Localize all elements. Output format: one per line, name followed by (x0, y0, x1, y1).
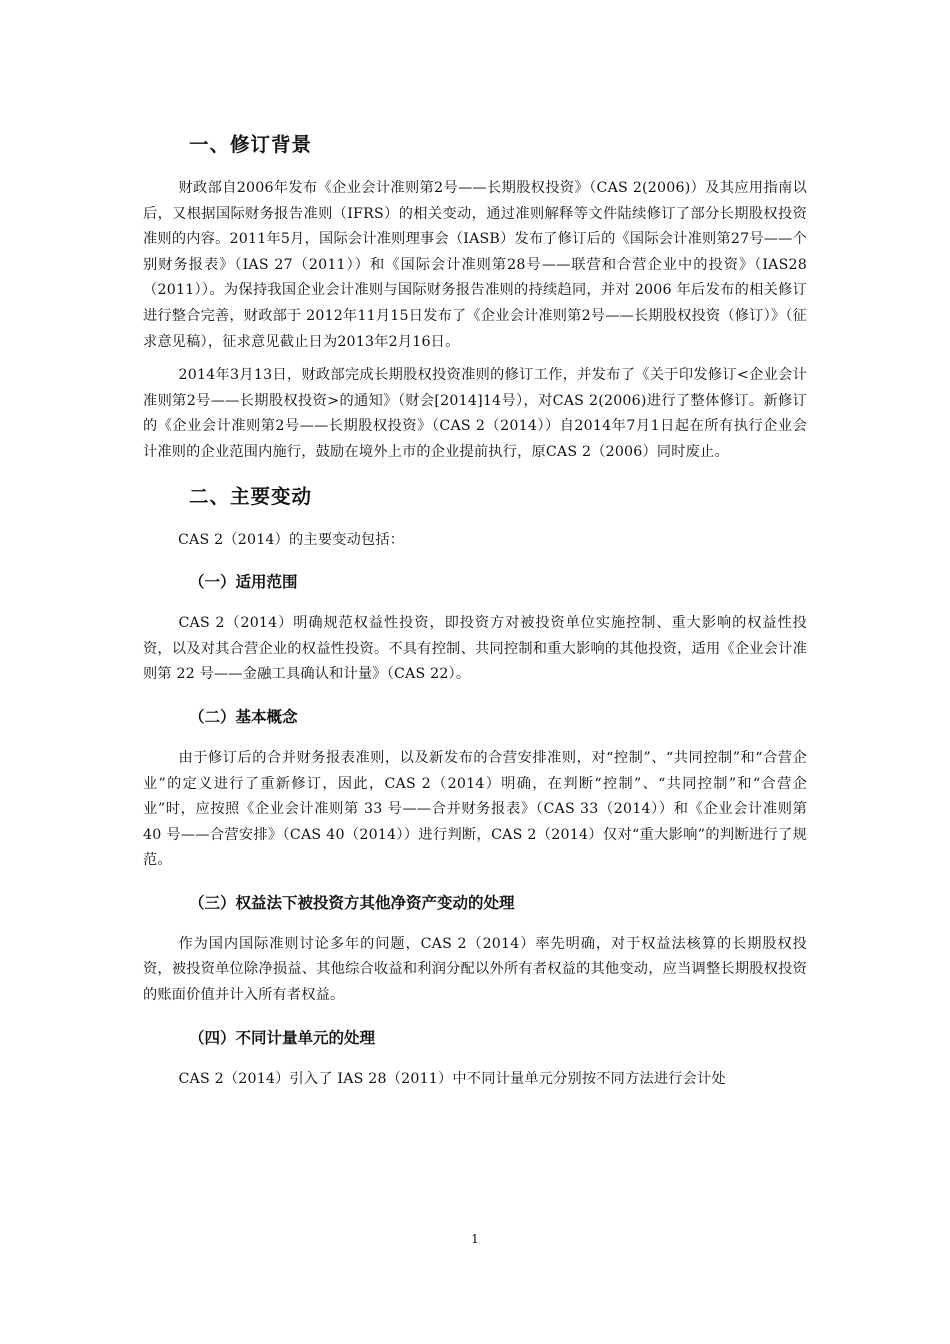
subsection-title-scope: （一）适用范围 (189, 573, 298, 592)
paragraph-main-changes-intro: CAS 2（2014）的主要变动包括： (178, 531, 405, 548)
paragraph-measurement-units: CAS 2（2014）引入了 IAS 28（2011）中不同计量单元分别按不同方法进行会计处 (178, 1070, 726, 1087)
paragraph-basic-concepts: 由于修订后的合并财务报表准则，以及新发布的合营安排准则，对“控制”、“共同控制”和“合营企业”的定义进行了重新修订，因此，CAS 2（2014）明确，在判断“控制”、“共同控制”和“合营企业”时，应按照《企业会计准则第 33 号——合并财务报表》（CAS 33（2014））和《企业会计准则第 40 号——合营安排》（CAS 40（2014））进行判断，CAS 2（2014）仅对“重大影响”的判断进行了规范。 (143, 749, 807, 869)
paragraph-equity-method: 作为国内国际准则讨论多年的问题，CAS 2（2014）率先明确，对于权益法核算的长期股权投资，被投资单位除净损益、其他综合收益和利润分配以外所有者权益的其他变动，应当调整长期股权投资的账面价值并计入所有者权益。 (143, 935, 807, 1004)
page-number: 1 (471, 1232, 479, 1246)
paragraph-scope: CAS 2（2014）明确规范权益性投资，即投资方对被投资单位实施控制、重大影响的权益性投资，以及对其合营企业的权益性投资。不具有控制、共同控制和重大影响的其他投资，适用《企业会计准则第 22 号——金融工具确认和计量》（CAS 22）。 (143, 615, 807, 683)
paragraph-background-2: 2014年3月13日，财政部完成长期股权投资准则的修订工作，并发布了《关于印发修订<企业会计准则第2号——长期股权投资>的通知》（财会[2014]14号），对CAS 2(2006)进行了整体修订。新修订的《企业会计准则第2号——长期股权投资》（CAS 2（2014））自2014年7月1日起在所有执行企业会计准则的企业范围内施行，鼓励在境外上市的企业提前执行，原CAS 2（2006）同时废止。 (143, 367, 807, 460)
document-body (143, 128, 807, 1092)
section-title-revision-background: 一、修订背景 (189, 133, 313, 156)
subsection-title-measurement-units: （四）不同计量单元的处理 (189, 1028, 376, 1047)
paragraph-background-1: 财政部自2006年发布《企业会计准则第2号——长期股权投资》（CAS 2(2006)）及其应用指南以后，又根据国际财务报告准则（IFRS）的相关变动，通过准则解释等文件陆续修订了部分长期股权投资准则的内容。2011年5月，国际会计准则理事会（IASB）发布了修订后的《国际会计准则第27号——个别财务报表》（IAS 27（2011））和《国际会计准则第28号——联营和合营企业中的投资》（IAS28（2011））。为保持我国企业会计准则与国际财务报告准则的持续趋同，并对 2006 年后发布的相关修订进行整合完善，财政部于 2012年11月15日发布了《企业会计准则第2号——长期股权投资（修订）》（征求意见稿），征求意见截止日为2013年2月16日。 (143, 180, 807, 350)
subsection-title-basic-concepts: （二）基本概念 (189, 707, 298, 726)
section-title-main-changes: 二、主要变动 (189, 484, 313, 508)
subsection-title-equity-method: （三）权益法下被投资方其他净资产变动的处理 (189, 893, 515, 912)
